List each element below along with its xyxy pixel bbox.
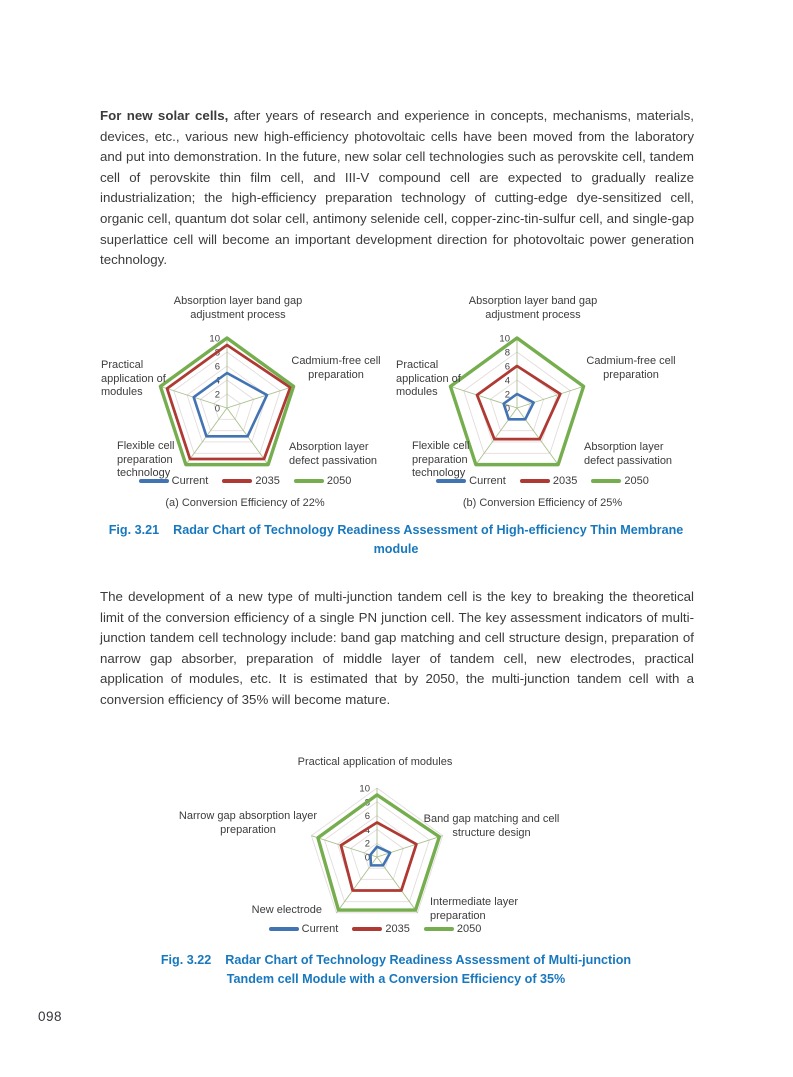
tick-label: 8: [214, 347, 220, 359]
legend-line-swatch: [269, 927, 299, 930]
paragraph-new-solar-cells: [100, 106, 694, 271]
legend-item-2050: [294, 475, 351, 487]
subcaption-b: (b) Conversion Efficiency of 25%: [462, 497, 623, 509]
legend-line-swatch: [436, 479, 466, 482]
figure-label: Fig. 3.21: [108, 523, 160, 537]
axis-label-flexible-cell: Flexible cell preparation technology: [117, 440, 175, 479]
tick-label: 10: [359, 783, 370, 795]
legend-line-swatch: [424, 927, 454, 930]
tick-label: 4: [364, 824, 370, 836]
chart-legend: [160, 923, 590, 935]
chart-legend: [390, 475, 695, 487]
figure-label: Fig. 3.22: [160, 953, 212, 967]
tick-label: 0: [504, 403, 510, 415]
tick-label: 2: [504, 389, 510, 401]
series-2035: [477, 366, 560, 439]
axis-label-new-electrode: New electrode: [251, 904, 322, 916]
chart-legend: [95, 475, 395, 487]
legend-item-current: [269, 923, 339, 935]
legend-label: Current: [469, 475, 506, 487]
legend-item-2050: [591, 475, 648, 487]
figure-title: Radar Chart of Technology Readiness Assessment of High-efficiency Thin Membrane module: [173, 523, 684, 556]
page-number: 098: [38, 1009, 63, 1024]
legend-label: 2035: [385, 923, 410, 935]
tick-label: 4: [504, 375, 510, 387]
tick-label: 6: [504, 361, 510, 373]
legend-label: 2050: [624, 475, 649, 487]
axis-label-flexible-cell: Flexible cell preparation technology: [412, 440, 470, 479]
legend-label: 2050: [326, 475, 352, 487]
axis-label-practical-application: Practical application of modules: [101, 359, 166, 398]
axis-label-cadmium-free: Cadmium-free cell preparation: [291, 355, 381, 381]
axis-label-practical-application: Practical application of modules: [396, 359, 461, 398]
legend-label: 2035: [552, 475, 578, 487]
legend-item-current: [436, 475, 506, 487]
legend-label: Current: [301, 923, 339, 935]
tick-label: 10: [499, 333, 510, 345]
axis-label-practical-application: Practical application of modules: [297, 756, 453, 768]
subcaption-a: (a) Conversion Efficiency of 22%: [165, 497, 325, 509]
axis-label-band-gap: Absorption layer band gap adjustment process: [468, 295, 598, 321]
figure-title: Radar Chart of Technology Readiness Assessment of Multi-junction Tandem cell Module with a Conversion Efficiency of 35%: [225, 953, 632, 986]
legend-item-current: [139, 475, 209, 487]
legend-label: Current: [171, 475, 209, 487]
radar-chart-multi-junction: [160, 753, 590, 953]
axis-label-defect-passivation: Absorption layer defect passivation: [584, 441, 673, 467]
axis-label-band-gap-matching: Band gap matching and cell structure design: [423, 813, 560, 839]
tick-label: 0: [214, 403, 220, 415]
radar-chart-b: [390, 293, 695, 521]
tick-label: 0: [364, 852, 370, 864]
tick-label: 6: [214, 361, 220, 373]
axis-label-defect-passivation: Absorption layer defect passivation: [289, 441, 378, 467]
legend-line-swatch: [520, 479, 550, 482]
legend-item-2050: [424, 923, 481, 935]
tick-label: 8: [364, 797, 370, 809]
legend-line-swatch: [139, 479, 169, 482]
legend-item-2035: [352, 923, 409, 935]
radar-chart-a: [95, 293, 395, 521]
axis-label-cadmium-free: Cadmium-free cell preparation: [586, 355, 676, 381]
legend-item-2035: [222, 475, 279, 487]
axis-label-band-gap: Absorption layer band gap adjustment process: [173, 295, 303, 321]
axis-label-intermediate-layer: Intermediate layer preparation: [430, 896, 519, 922]
legend-label: 2035: [255, 475, 280, 487]
figure-caption-3-21: [86, 521, 706, 558]
figure-caption-3-22: [141, 951, 651, 988]
tick-label: 6: [364, 811, 370, 823]
tick-label: 8: [504, 347, 510, 359]
paragraph-body: after years of research and experience in concepts, mechanisms, materials, devices, etc., various new high-efficiency photovoltaic cells have been moved from the laboratory and put into demonstration. In the future, new solar cell technologies such as perovskite cell, tandem cell of perovskite thin film cell, and III-V compound cell are expected to gradually realize industrialization; the high-efficiency preparation technology of cutting-edge dye-sensitized cell, organic cell, quantum dot solar cell, antimony selenide cell, copper-zinc-tin-sulfur cell, and single-gap superlattice cell will become an important development direction for photovoltaic power generation technology.: [100, 108, 694, 268]
radar-spoke: [517, 386, 584, 408]
axis-label-narrow-gap: Narrow gap absorption layer preparation: [178, 810, 318, 836]
legend-line-swatch: [222, 479, 252, 482]
radar-spoke: [517, 408, 558, 465]
legend-item-2035: [520, 475, 577, 487]
radar-grid: [311, 788, 442, 913]
tick-label: 2: [364, 838, 370, 850]
legend-line-swatch: [294, 479, 324, 482]
legend-label: 2050: [456, 923, 482, 935]
tick-label: 2: [214, 389, 220, 401]
tick-label: 10: [209, 333, 220, 345]
legend-line-swatch: [591, 479, 621, 482]
paragraph-multi-junction: The development of a new type of multi-junction tandem cell is the key to breaking the theoretical limit of the conversion efficiency of a single PN junction cell. The key assessment indicators of multi-junction tandem cell technology include: band gap matching and cell structure design, preparation of narrow gap absorber, preparation of middle layer of tandem cell, new electrodes, practical application of modules, etc. It is estimated that by 2050, the multi-junction tandem cell with a conversion efficiency of 35% will become mature.: [100, 589, 694, 707]
paragraph-lead: For new solar cells,: [100, 108, 229, 123]
legend-line-swatch: [352, 927, 382, 930]
tick-label: 4: [214, 375, 220, 387]
